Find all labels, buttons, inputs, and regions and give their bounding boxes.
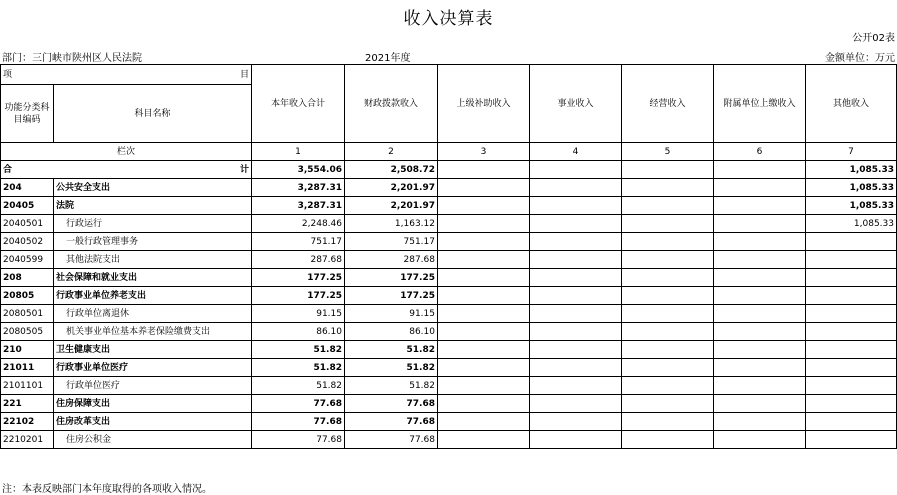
amount-cell [438,323,530,341]
amount-cell [530,305,622,323]
amount-cell: 177.25 [252,269,345,287]
subject-code: 2210201 [1,431,54,449]
amount-cell [806,395,897,413]
amount-cell [438,251,530,269]
amount-cell [438,431,530,449]
amount-cell [806,341,897,359]
amount-cell [622,431,714,449]
amount-cell [530,413,622,431]
total-value [622,161,714,179]
amount-cell [622,341,714,359]
col-header-7: 其他收入 [806,65,897,143]
amount-cell: 77.68 [252,413,345,431]
subject-name: 卫生健康支出 [54,341,252,359]
amount-cell [806,323,897,341]
subject-code: 2080501 [1,305,54,323]
year-label: 2021年度 [365,53,411,64]
amount-cell [438,269,530,287]
subject-code: 2040501 [1,215,54,233]
amount-cell: 77.68 [345,395,438,413]
table-row [1,305,897,323]
subject-name: 行政运行 [54,215,252,233]
amount-cell [714,323,806,341]
amount-cell: 287.68 [345,251,438,269]
amount-cell [530,179,622,197]
form-code: 公开02表 [852,33,895,44]
subject-name: 机关事业单位基本养老保险缴费支出 [54,323,252,341]
subject-name: 住房改革支出 [54,413,252,431]
col-number: 4 [530,143,622,161]
total-row [1,161,897,179]
amount-cell [530,269,622,287]
amount-cell [806,233,897,251]
table-row [1,269,897,287]
amount-cell [714,341,806,359]
footnote: 注：本表反映部门本年度取得的各项收入情况。 [2,484,212,495]
amount-cell [806,431,897,449]
amount-cell: 751.17 [252,233,345,251]
amount-cell: 91.15 [345,305,438,323]
subject-code: 2040502 [1,233,54,251]
amount-cell [438,359,530,377]
col-header-3: 上级补助收入 [438,65,530,143]
subject-name: 公共安全支出 [54,179,252,197]
amount-cell: 86.10 [252,323,345,341]
amount-cell: 751.17 [345,233,438,251]
total-value: 3,554.06 [252,161,345,179]
amount-cell [622,287,714,305]
table-row [1,413,897,431]
amount-cell [622,395,714,413]
amount-cell [438,305,530,323]
amount-cell: 1,085.33 [806,215,897,233]
amount-cell: 77.68 [345,413,438,431]
total-value: 2,508.72 [345,161,438,179]
subject-name: 住房公积金 [54,431,252,449]
amount-cell [806,269,897,287]
amount-cell [530,359,622,377]
page-title: 收入决算表 [403,9,494,29]
amount-cell: 51.82 [252,377,345,395]
subject-code: 210 [1,341,54,359]
table-row [1,251,897,269]
amount-cell [438,413,530,431]
amount-cell: 1,163.12 [345,215,438,233]
table-row [1,287,897,305]
amount-cell [714,395,806,413]
header-row-item [1,65,897,85]
amount-cell [530,197,622,215]
subject-name: 法院 [54,197,252,215]
subject-name: 其他法院支出 [54,251,252,269]
amount-cell [622,305,714,323]
amount-cell [622,323,714,341]
subject-code: 204 [1,179,54,197]
amount-cell [714,269,806,287]
amount-cell [714,359,806,377]
table-row [1,233,897,251]
amount-cell [438,287,530,305]
total-value [530,161,622,179]
total-value [714,161,806,179]
col-number: 6 [714,143,806,161]
amount-cell: 77.68 [252,395,345,413]
amount-cell: 3,287.31 [252,197,345,215]
amount-cell [806,305,897,323]
table-row [1,359,897,377]
amount-cell [622,233,714,251]
col-header-4: 事业收入 [530,65,622,143]
amount-cell [622,197,714,215]
col-number: 3 [438,143,530,161]
amount-cell: 1,085.33 [806,179,897,197]
amount-cell: 86.10 [345,323,438,341]
amount-cell [622,179,714,197]
subject-name: 社会保障和就业支出 [54,269,252,287]
table-row [1,179,897,197]
amount-cell [806,377,897,395]
col-number: 2 [345,143,438,161]
amount-cell [714,197,806,215]
subject-code: 2080505 [1,323,54,341]
subject-name: 行政单位医疗 [54,377,252,395]
amount-cell: 77.68 [345,431,438,449]
header-item-left: 项 [3,69,13,80]
header-row-index [1,143,897,161]
amount-cell: 2,201.97 [345,179,438,197]
col-header-5: 经营收入 [622,65,714,143]
total-label-left: 合 [3,164,13,175]
amount-cell [714,251,806,269]
amount-cell [622,269,714,287]
subject-name-header: 科目名称 [54,85,252,143]
table-row [1,377,897,395]
subject-name: 一般行政管理事务 [54,233,252,251]
amount-cell [530,215,622,233]
table-row [1,431,897,449]
amount-cell [438,197,530,215]
amount-cell [622,413,714,431]
subject-code: 22102 [1,413,54,431]
amount-cell: 287.68 [252,251,345,269]
income-table [0,64,897,449]
table-row [1,323,897,341]
table-row [1,395,897,413]
subject-code: 208 [1,269,54,287]
amount-cell [714,377,806,395]
subject-name: 行政单位离退休 [54,305,252,323]
col-header-1: 本年收入合计 [252,65,345,143]
amount-cell: 91.15 [252,305,345,323]
amount-cell: 177.25 [252,287,345,305]
amount-cell: 51.82 [345,359,438,377]
amount-cell [622,215,714,233]
amount-cell [806,251,897,269]
amount-cell [438,341,530,359]
amount-cell: 51.82 [252,359,345,377]
header-item-cell [1,65,252,85]
table-row [1,341,897,359]
total-label-right: 计 [239,164,249,175]
amount-cell: 51.82 [345,341,438,359]
amount-cell [438,233,530,251]
header-item-right: 目 [239,69,249,80]
amount-cell [438,377,530,395]
amount-cell [438,215,530,233]
amount-cell: 3,287.31 [252,179,345,197]
amount-cell [530,395,622,413]
col-header-2: 财政拨款收入 [345,65,438,143]
amount-cell [806,413,897,431]
amount-cell [806,287,897,305]
unit-label: 金额单位：万元 [825,53,895,64]
amount-cell: 177.25 [345,287,438,305]
amount-cell [622,359,714,377]
table-row [1,215,897,233]
amount-cell: 51.82 [252,341,345,359]
amount-cell [530,341,622,359]
amount-cell [622,377,714,395]
col-number: 5 [622,143,714,161]
table-body [1,65,897,449]
subject-code: 221 [1,395,54,413]
col-index-label: 栏次 [1,143,252,161]
subject-code: 2101101 [1,377,54,395]
func-code-header: 功能分类科目编码 [1,85,54,143]
amount-cell [438,179,530,197]
col-number: 1 [252,143,345,161]
amount-cell: 77.68 [252,431,345,449]
amount-cell [714,179,806,197]
amount-cell [530,287,622,305]
subject-code: 20805 [1,287,54,305]
amount-cell [438,395,530,413]
table-row [1,197,897,215]
amount-cell: 51.82 [345,377,438,395]
amount-cell: 2,201.97 [345,197,438,215]
amount-cell: 1,085.33 [806,197,897,215]
amount-cell [530,431,622,449]
amount-cell [714,215,806,233]
subject-name: 行政事业单位医疗 [54,359,252,377]
amount-cell [530,323,622,341]
amount-cell [714,431,806,449]
total-value: 1,085.33 [806,161,897,179]
subject-code: 20405 [1,197,54,215]
amount-cell [530,251,622,269]
amount-cell [714,305,806,323]
amount-cell [714,233,806,251]
amount-cell [530,377,622,395]
amount-cell: 177.25 [345,269,438,287]
amount-cell [714,413,806,431]
total-label-cell [1,161,252,179]
department-label: 部门：三门峡市陕州区人民法院 [2,53,142,64]
subject-code: 2040599 [1,251,54,269]
amount-cell [714,287,806,305]
amount-cell [806,359,897,377]
amount-cell [530,233,622,251]
subject-name: 住房保障支出 [54,395,252,413]
total-value [438,161,530,179]
col-number: 7 [806,143,897,161]
amount-cell: 2,248.46 [252,215,345,233]
amount-cell [622,251,714,269]
subject-code: 21011 [1,359,54,377]
subject-name: 行政事业单位养老支出 [54,287,252,305]
col-header-6: 附属单位上缴收入 [714,65,806,143]
